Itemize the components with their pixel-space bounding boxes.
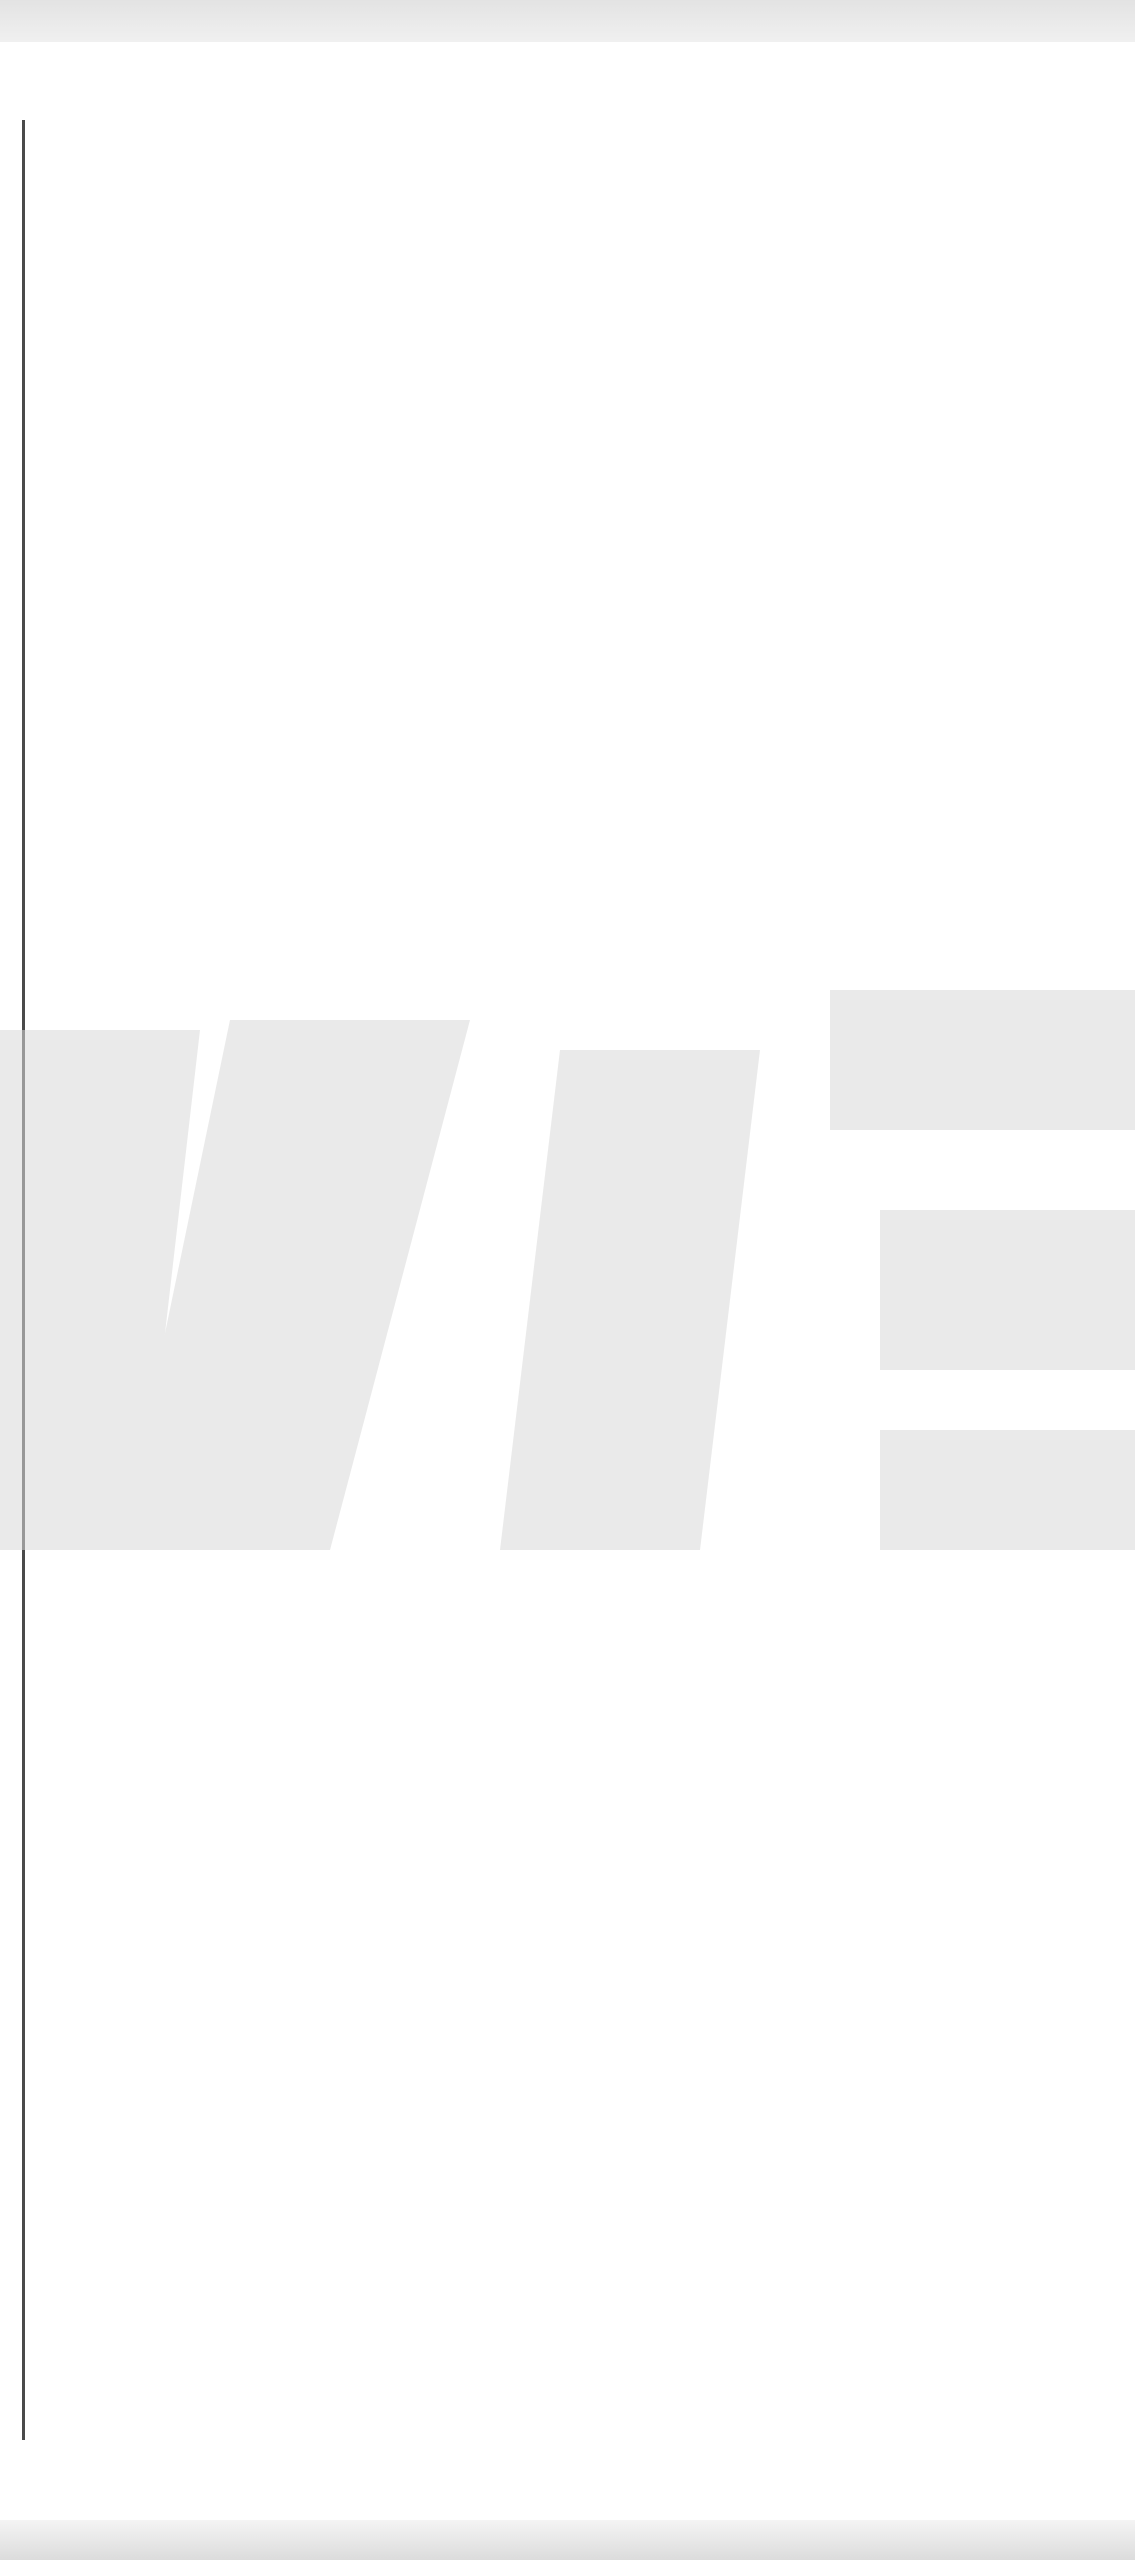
answer-content (44, 118, 1094, 304)
top-scan-band (0, 0, 1135, 42)
fill-answers (44, 251, 1094, 304)
bottom-scan-band (0, 2520, 1135, 2560)
chapter-heading (44, 118, 1094, 198)
choice-answers (44, 198, 1094, 251)
left-margin-rule (22, 120, 25, 2440)
watermark-logo (0, 990, 1135, 1550)
